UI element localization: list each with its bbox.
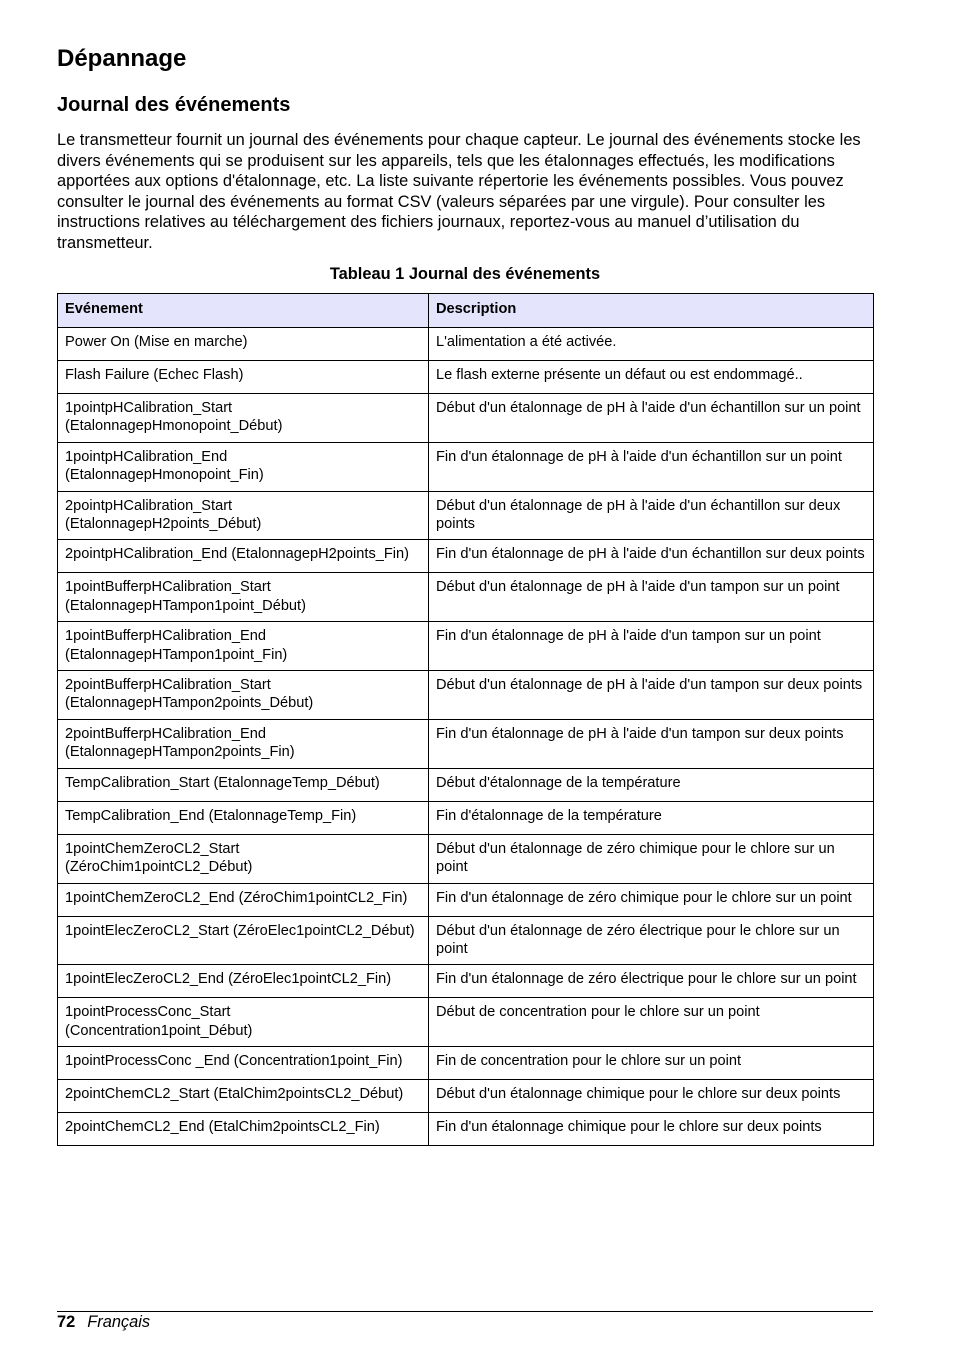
table-row — [58, 1047, 874, 1080]
event-cell: 2pointBufferpHCalibration_Start (EtalonnagepHTampon2points_Début) — [58, 671, 429, 720]
description-cell: Début d'un étalonnage de pH à l'aide d'un tampon sur deux points — [429, 671, 874, 720]
description-cell: Début d'un étalonnage de pH à l'aide d'un échantillon sur deux points — [429, 491, 874, 540]
footer-divider — [57, 1311, 873, 1312]
table-row — [58, 834, 874, 883]
page-title: Dépannage — [57, 45, 187, 72]
table-row — [58, 361, 874, 394]
table-row — [58, 671, 874, 720]
description-cell: Le flash externe présente un défaut ou est endommagé.. — [429, 361, 874, 394]
event-cell: 1pointProcessConc _End (Concentration1point_Fin) — [58, 1047, 429, 1080]
table-row — [58, 719, 874, 768]
page-footer — [57, 1312, 150, 1332]
event-cell: 1pointChemZeroCL2_Start (ZéroChim1pointCL2_Début) — [58, 834, 429, 883]
event-cell: Power On (Mise en marche) — [58, 328, 429, 361]
event-cell: 2pointpHCalibration_Start (EtalonnagepH2points_Début) — [58, 491, 429, 540]
event-cell: 1pointpHCalibration_End (EtalonnagepHmonopoint_Fin) — [58, 442, 429, 491]
event-cell: 1pointBufferpHCalibration_Start (EtalonnagepHTampon1point_Début) — [58, 573, 429, 622]
description-cell: Début d'un étalonnage de zéro chimique pour le chlore sur un point — [429, 834, 874, 883]
event-cell: 1pointpHCalibration_Start (EtalonnagepHmonopoint_Début) — [58, 394, 429, 443]
event-cell: 1pointElecZeroCL2_End (ZéroElec1pointCL2_Fin) — [58, 965, 429, 998]
table-row — [58, 622, 874, 671]
event-cell: 2pointBufferpHCalibration_End (EtalonnagepHTampon2points_Fin) — [58, 719, 429, 768]
table-row — [58, 801, 874, 834]
description-cell: Début d'un étalonnage chimique pour le chlore sur deux points — [429, 1080, 874, 1113]
event-cell: 1pointElecZeroCL2_Start (ZéroElec1pointCL2_Début) — [58, 916, 429, 965]
table-row — [58, 1080, 874, 1113]
page-number: 72 — [57, 1313, 76, 1331]
table-row — [58, 916, 874, 965]
description-cell: Fin d'étalonnage de la température — [429, 801, 874, 834]
description-cell: Début d'étalonnage de la température — [429, 768, 874, 801]
event-cell: TempCalibration_Start (EtalonnageTemp_Début) — [58, 768, 429, 801]
event-cell: TempCalibration_End (EtalonnageTemp_Fin) — [58, 801, 429, 834]
table-row — [58, 998, 874, 1047]
description-cell: Fin d'un étalonnage de zéro chimique pour le chlore sur un point — [429, 883, 874, 916]
column-header-event: Evénement — [58, 294, 429, 328]
description-cell: Fin d'un étalonnage chimique pour le chlore sur deux points — [429, 1113, 874, 1146]
section-title: Journal des événements — [57, 94, 291, 116]
event-cell: 2pointChemCL2_End (EtalChim2pointsCL2_Fin) — [58, 1113, 429, 1146]
events-table — [57, 293, 874, 1146]
table-row — [58, 442, 874, 491]
description-cell: Fin d'un étalonnage de pH à l'aide d'un échantillon sur un point — [429, 442, 874, 491]
description-cell: Fin de concentration pour le chlore sur un point — [429, 1047, 874, 1080]
description-cell: Fin d'un étalonnage de zéro électrique pour le chlore sur un point — [429, 965, 874, 998]
table-row — [58, 965, 874, 998]
event-cell: 1pointBufferpHCalibration_End (EtalonnagepHTampon1point_Fin) — [58, 622, 429, 671]
description-cell: Début d'un étalonnage de zéro électrique pour le chlore sur un point — [429, 916, 874, 965]
event-cell: 1pointChemZeroCL2_End (ZéroChim1pointCL2_Fin) — [58, 883, 429, 916]
column-header-description: Description — [429, 294, 874, 328]
event-cell: Flash Failure (Echec Flash) — [58, 361, 429, 394]
footer-language: Français — [87, 1313, 151, 1331]
description-cell: Fin d'un étalonnage de pH à l'aide d'un échantillon sur deux points — [429, 540, 874, 573]
table-row — [58, 540, 874, 573]
table-row — [58, 394, 874, 443]
intro-paragraph: Le transmetteur fournit un journal des événements pour chaque capteur. Le journal des événements stocke les divers événements qui se produisent sur les appareils, tels que les étalonnages effectués, les modifications apportées aux options d'étalonnage, etc. La liste suivante répertorie les événements possibles. Vous pouvez consulter le journal des événements au format CSV (valeurs séparées par une virgule). Pour consulter les instructions relatives au téléchargement des fichiers journaux, reportez-vous au manuel d’utilisation du transmetteur. — [57, 131, 861, 252]
description-cell: Début d'un étalonnage de pH à l'aide d'un échantillon sur un point — [429, 394, 874, 443]
table-row — [58, 883, 874, 916]
table-caption: Tableau 1 Journal des événements — [329, 265, 601, 283]
event-cell: 1pointProcessConc_Start (Concentration1point_Début) — [58, 998, 429, 1047]
description-cell: Début de concentration pour le chlore sur un point — [429, 998, 874, 1047]
description-cell: Fin d'un étalonnage de pH à l'aide d'un tampon sur deux points — [429, 719, 874, 768]
table-row — [58, 1113, 874, 1146]
description-cell: Fin d'un étalonnage de pH à l'aide d'un tampon sur un point — [429, 622, 874, 671]
table-header-row — [58, 294, 874, 328]
description-cell: L'alimentation a été activée. — [429, 328, 874, 361]
event-cell: 2pointChemCL2_Start (EtalChim2pointsCL2_Début) — [58, 1080, 429, 1113]
description-cell: Début d'un étalonnage de pH à l'aide d'un tampon sur un point — [429, 573, 874, 622]
table-row — [58, 573, 874, 622]
table-row — [58, 328, 874, 361]
event-cell: 2pointpHCalibration_End (EtalonnagepH2points_Fin) — [58, 540, 429, 573]
table-row — [58, 768, 874, 801]
table-row — [58, 491, 874, 540]
